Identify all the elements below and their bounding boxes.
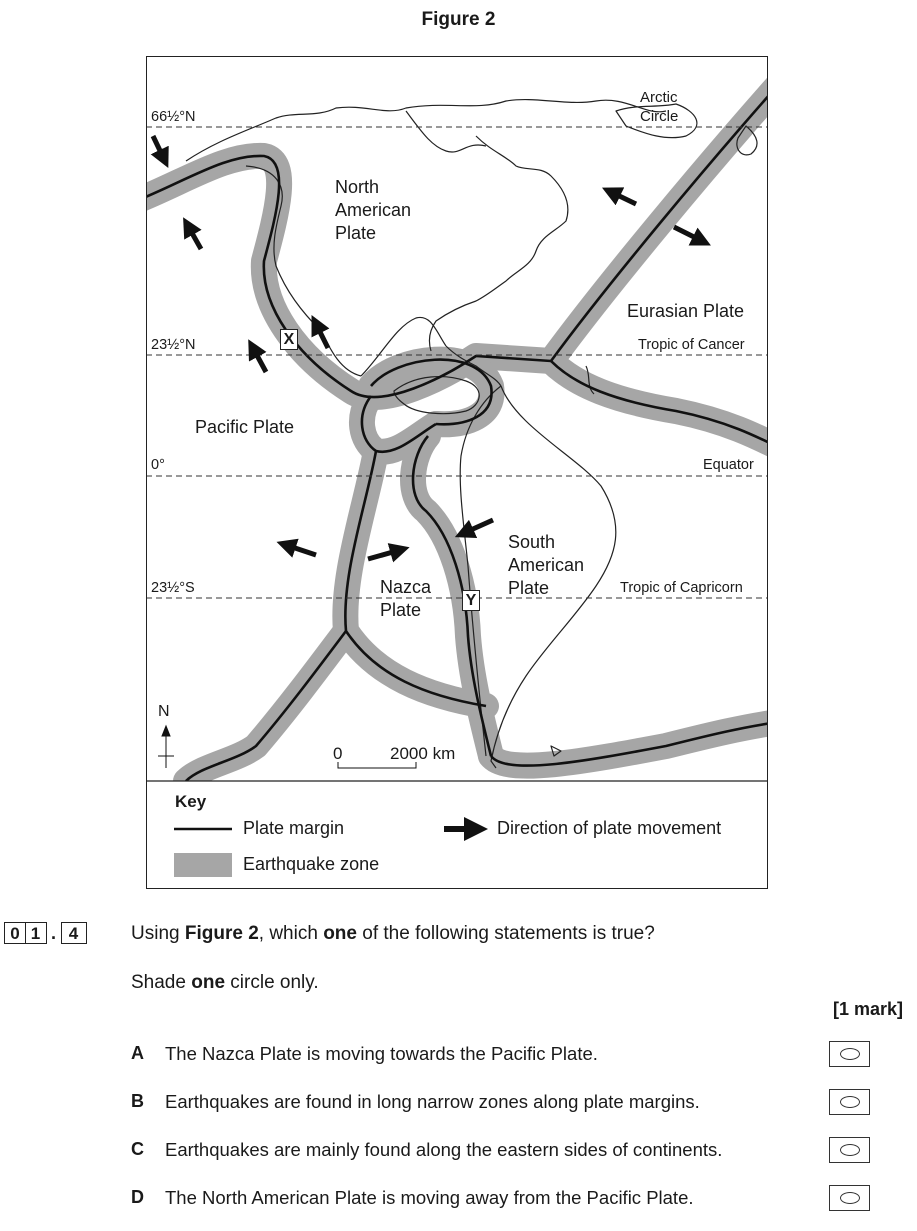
question-number-separator: . — [50, 922, 56, 943]
point-y-label: Y — [462, 590, 480, 611]
pacific-plate-label: Pacific Plate — [195, 417, 295, 437]
nazca-plate-label: Nazca Plate — [380, 577, 432, 620]
question-prompt: Using Figure 2, which one of the following statements is true? — [131, 923, 655, 944]
map-frame — [146, 56, 768, 889]
question-number — [4, 922, 87, 944]
answer-circle-icon — [840, 1048, 860, 1060]
key-title: Key — [175, 792, 207, 811]
question-instruction: Shade one circle only. — [131, 972, 319, 993]
option-a-letter: A — [131, 1043, 144, 1063]
equator-label: Equator — [703, 457, 754, 473]
option-d-letter: D — [131, 1187, 144, 1207]
question-number-digit: 1 — [25, 922, 47, 944]
option-b-answer-circle[interactable] — [829, 1089, 870, 1115]
option-b-letter: B — [131, 1091, 144, 1111]
north-label: N — [158, 703, 170, 720]
scale-zero-label: 0 — [333, 744, 343, 763]
option-c-text: Earthquakes are mainly found along the eastern sides of continents. — [165, 1139, 723, 1160]
tropic-of-capricorn-label: Tropic of Capricorn — [620, 580, 743, 596]
option-d-text: The North American Plate is moving away from the Pacific Plate. — [165, 1187, 694, 1208]
option-a-answer-circle[interactable] — [829, 1041, 870, 1067]
cancer-latitude-label: 23½°N — [151, 337, 196, 353]
key-earthquake-zone-label: Earthquake zone — [243, 854, 380, 874]
eurasian-plate-label: Eurasian Plate — [627, 301, 745, 321]
option-d-answer-circle[interactable] — [829, 1185, 870, 1211]
key-direction-label: Direction of plate movement — [497, 818, 722, 838]
answer-circle-icon — [840, 1144, 860, 1156]
question-number-digit: 0 — [4, 922, 26, 944]
arctic-circle-label: Arctic Circle — [640, 89, 679, 125]
option-a-text: The Nazca Plate is moving towards the Pacific Plate. — [165, 1043, 598, 1064]
answer-circle-icon — [840, 1096, 860, 1108]
key-plate-margin-label: Plate margin — [243, 818, 345, 838]
scale-distance-label: 2000 km — [390, 744, 456, 763]
option-b-text: Earthquakes are found in long narrow zones along plate margins. — [165, 1091, 700, 1112]
answer-circle-icon — [840, 1192, 860, 1204]
north-american-plate-label: North American Plate — [335, 177, 412, 243]
capricorn-latitude-label: 23½°S — [151, 580, 195, 596]
tropic-of-cancer-label: Tropic of Cancer — [638, 337, 745, 353]
question-number-digit: 4 — [61, 922, 87, 944]
option-c-letter: C — [131, 1139, 144, 1159]
arctic-latitude-label: 66½°N — [151, 109, 196, 125]
equator-latitude-label: 0° — [151, 457, 165, 473]
south-american-plate-label: South American Plate — [508, 532, 585, 598]
marks-label: [1 mark] — [833, 999, 904, 1019]
figure-title: Figure 2 — [421, 9, 496, 30]
point-x-label: X — [280, 329, 298, 350]
option-c-answer-circle[interactable] — [829, 1137, 870, 1163]
